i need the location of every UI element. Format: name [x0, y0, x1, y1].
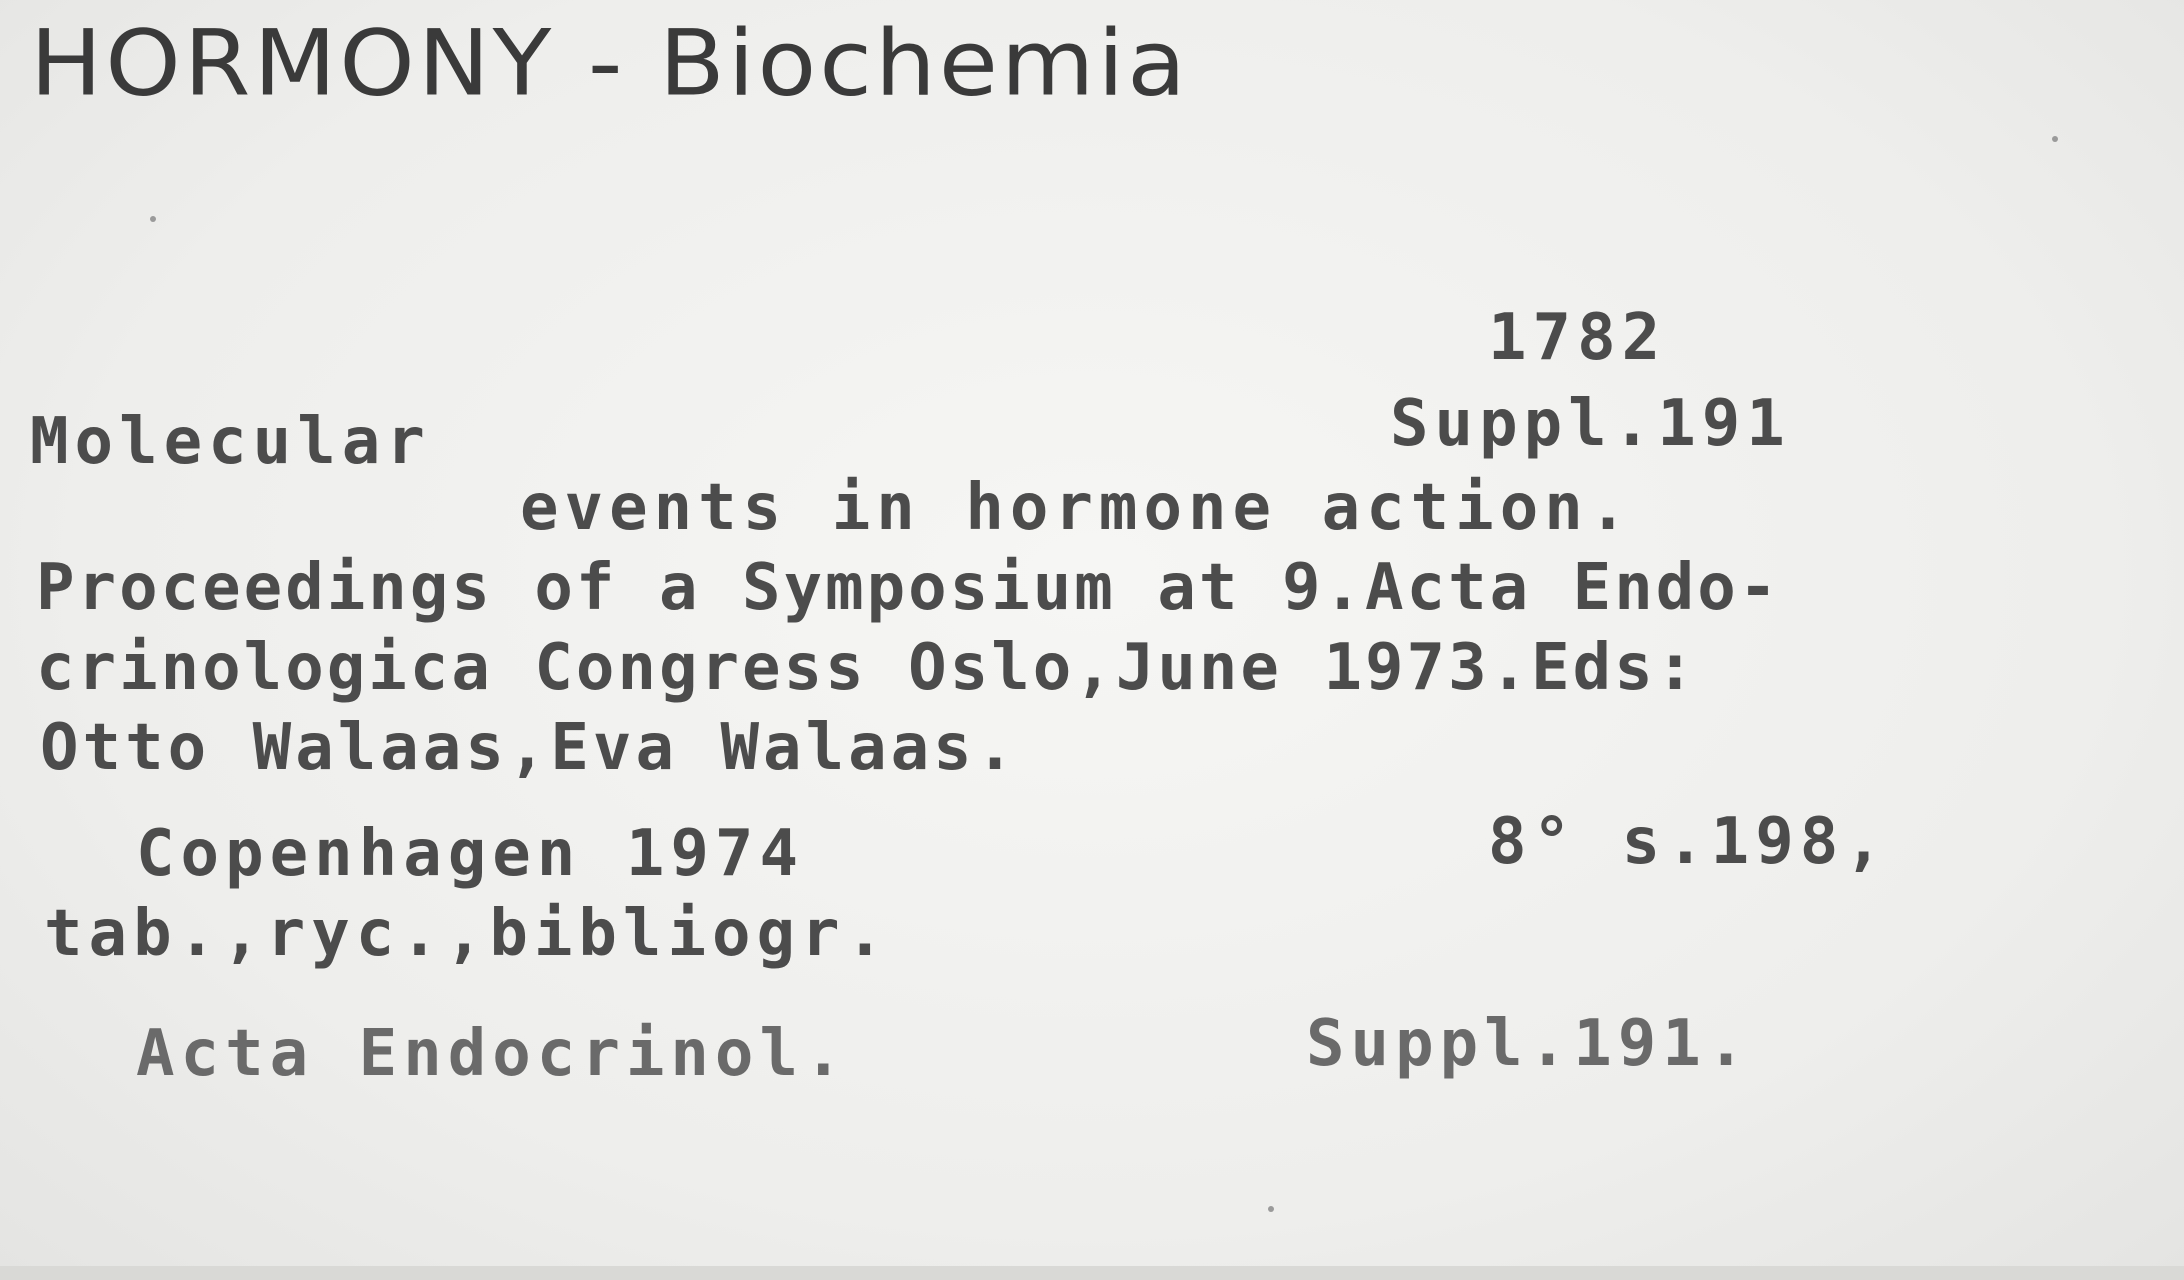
- series-name: Acta Endocrinol.: [136, 1017, 849, 1091]
- paper-speck: [2052, 136, 2058, 142]
- series-bottom: Suppl.191.: [1306, 1007, 1752, 1081]
- title-line-proceedings: Proceedings of a Symposium at 9.Acta Endo-: [36, 551, 1781, 625]
- format-pages: 8° s.198,: [1488, 805, 1889, 879]
- title-line-congress: crinologica Congress Oslo,June 1973.Eds:: [36, 631, 1698, 705]
- place-year: Copenhagen 1974: [136, 817, 804, 891]
- series-top: Suppl.191: [1390, 387, 1791, 461]
- illustrations-note: tab.,ryc.,bibliogr.: [44, 897, 891, 971]
- title-word: Molecular: [30, 405, 431, 479]
- title-line-events: events in hormone action.: [520, 471, 1634, 545]
- paper-speck: [150, 216, 156, 222]
- card-bottom-edge: [0, 1266, 2184, 1280]
- paper-speck: [1268, 1206, 1274, 1212]
- call-number: 1782: [1488, 301, 1667, 375]
- handwritten-heading: HORMONY - Biochemia: [30, 10, 1189, 117]
- editors-line: Otto Walaas,Eva Walaas.: [40, 711, 1019, 785]
